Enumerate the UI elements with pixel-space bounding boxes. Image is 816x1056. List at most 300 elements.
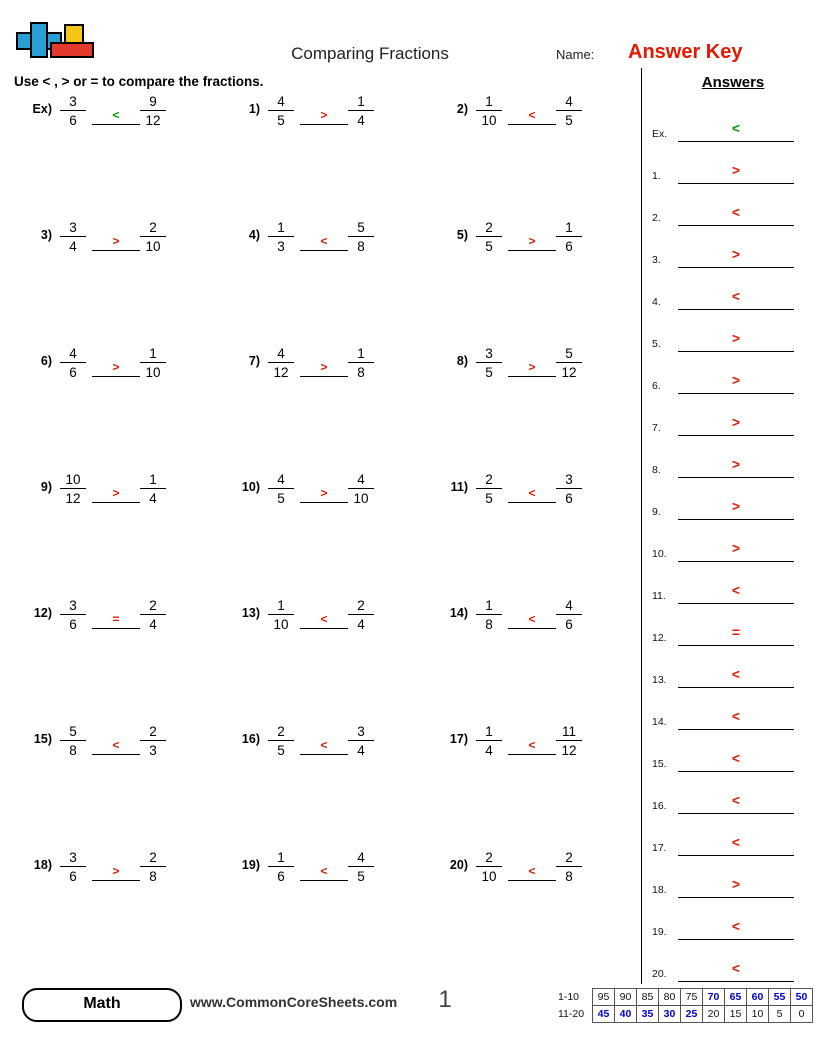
math-blocks-logo-icon bbox=[14, 22, 94, 62]
numerator: 2 bbox=[485, 850, 493, 865]
score-cell: 95 bbox=[593, 989, 615, 1006]
score-cell: 45 bbox=[593, 1006, 615, 1023]
score-cell: 35 bbox=[637, 1006, 659, 1023]
denominator: 8 bbox=[565, 869, 573, 884]
denominator: 5 bbox=[357, 869, 365, 884]
numerator: 2 bbox=[485, 220, 493, 235]
numerator: 1 bbox=[565, 220, 573, 235]
denominator: 6 bbox=[565, 617, 573, 632]
answer-value: > bbox=[731, 246, 741, 262]
fraction-left bbox=[472, 724, 506, 758]
table-row bbox=[556, 989, 813, 1006]
numerator: 4 bbox=[277, 94, 285, 109]
denominator: 3 bbox=[277, 239, 285, 254]
denominator: 5 bbox=[277, 113, 285, 128]
answer-row-ex bbox=[652, 114, 804, 156]
score-cell: 75 bbox=[681, 989, 703, 1006]
numerator: 1 bbox=[485, 598, 493, 613]
denominator: 6 bbox=[69, 113, 77, 128]
problem-number: 2) bbox=[456, 102, 468, 116]
answer-row-17 bbox=[652, 828, 804, 870]
numerator: 1 bbox=[277, 220, 285, 235]
answer-value: < bbox=[731, 960, 741, 976]
answer-row-7 bbox=[652, 408, 804, 450]
answer-blank[interactable] bbox=[508, 502, 556, 503]
answer-value: < bbox=[731, 288, 741, 304]
problem-1 bbox=[218, 92, 428, 210]
answer-label: 11. bbox=[652, 590, 666, 602]
answer-blank-line[interactable] bbox=[678, 603, 794, 604]
denominator: 5 bbox=[485, 239, 493, 254]
answer-blank-line[interactable] bbox=[678, 351, 794, 352]
answer-value: > bbox=[731, 456, 741, 472]
answer-blank[interactable] bbox=[508, 376, 556, 377]
problem-13 bbox=[218, 596, 428, 714]
numerator: 3 bbox=[69, 850, 77, 865]
answer-row-9 bbox=[652, 492, 804, 534]
score-row-label: 1-10 bbox=[558, 991, 580, 1003]
numerator: 4 bbox=[277, 346, 285, 361]
answer-blank[interactable] bbox=[508, 628, 556, 629]
vertical-divider bbox=[641, 68, 642, 984]
denominator: 12 bbox=[65, 491, 81, 506]
answer-label: 3. bbox=[652, 254, 661, 266]
fraction-left bbox=[56, 850, 90, 884]
comparison-answer: > bbox=[112, 864, 120, 878]
problem-number: 8) bbox=[456, 354, 468, 368]
numerator: 1 bbox=[485, 94, 493, 109]
answer-row-19 bbox=[652, 912, 804, 954]
denominator: 12 bbox=[561, 743, 577, 758]
problem-number: 4) bbox=[248, 228, 260, 242]
denominator: 5 bbox=[277, 491, 285, 506]
subject-label: Math bbox=[83, 995, 121, 1012]
fraction-right bbox=[136, 94, 170, 128]
problem-number: 9) bbox=[40, 480, 52, 494]
numerator: 5 bbox=[69, 724, 77, 739]
denominator: 4 bbox=[357, 113, 365, 128]
answer-blank-line[interactable] bbox=[678, 561, 794, 562]
answer-blank-line[interactable] bbox=[678, 309, 794, 310]
problem-number: 19) bbox=[241, 858, 260, 872]
answer-value: < bbox=[731, 120, 741, 136]
answer-blank-line[interactable] bbox=[678, 813, 794, 814]
answer-blank[interactable] bbox=[300, 628, 348, 629]
denominator: 10 bbox=[145, 365, 161, 380]
numerator: 2 bbox=[149, 220, 157, 235]
denominator: 12 bbox=[561, 365, 577, 380]
answer-row-10 bbox=[652, 534, 804, 576]
denominator: 5 bbox=[277, 743, 285, 758]
answer-row-3 bbox=[652, 240, 804, 282]
problem-14 bbox=[426, 596, 636, 714]
answer-blank[interactable] bbox=[508, 250, 556, 251]
fraction-right bbox=[344, 724, 378, 758]
denominator: 6 bbox=[69, 617, 77, 632]
fraction-right bbox=[136, 850, 170, 884]
comparison-answer: < bbox=[528, 738, 536, 752]
answer-label: 2. bbox=[652, 212, 661, 224]
denominator: 5 bbox=[485, 491, 493, 506]
denominator: 10 bbox=[273, 617, 289, 632]
answer-blank[interactable] bbox=[508, 124, 556, 125]
numerator: 2 bbox=[357, 598, 365, 613]
answer-value: < bbox=[731, 666, 741, 682]
fraction-left bbox=[264, 472, 298, 506]
answer-value: < bbox=[731, 834, 741, 850]
numerator: 4 bbox=[357, 850, 365, 865]
fraction-right bbox=[344, 94, 378, 128]
fraction-left bbox=[472, 472, 506, 506]
denominator: 4 bbox=[149, 617, 157, 632]
denominator: 10 bbox=[145, 239, 161, 254]
answer-blank-line[interactable] bbox=[678, 519, 794, 520]
answer-value: > bbox=[731, 162, 741, 178]
fraction-left bbox=[472, 346, 506, 380]
numerator: 1 bbox=[357, 94, 365, 109]
answer-value: > bbox=[731, 414, 741, 430]
denominator: 4 bbox=[357, 617, 365, 632]
numerator: 2 bbox=[149, 598, 157, 613]
problem-9 bbox=[10, 470, 220, 588]
comparison-answer: = bbox=[112, 612, 120, 626]
answer-blank[interactable] bbox=[300, 376, 348, 377]
table-row bbox=[556, 1006, 813, 1023]
score-cell: 30 bbox=[659, 1006, 681, 1023]
denominator: 5 bbox=[565, 113, 573, 128]
answers-heading: Answers bbox=[701, 74, 765, 91]
problem-number: Ex) bbox=[32, 102, 52, 116]
answer-row-11 bbox=[652, 576, 804, 618]
comparison-answer: > bbox=[112, 486, 120, 500]
numerator: 5 bbox=[565, 346, 573, 361]
denominator: 12 bbox=[145, 113, 161, 128]
score-cell: 15 bbox=[725, 1006, 747, 1023]
answer-row-1 bbox=[652, 156, 804, 198]
answer-blank[interactable] bbox=[300, 250, 348, 251]
denominator: 3 bbox=[149, 743, 157, 758]
answer-blank-line[interactable] bbox=[678, 225, 794, 226]
denominator: 8 bbox=[69, 743, 77, 758]
fraction-left bbox=[264, 598, 298, 632]
problem-number: 5) bbox=[456, 228, 468, 242]
fraction-left bbox=[264, 94, 298, 128]
problem-18 bbox=[10, 848, 220, 966]
numerator: 3 bbox=[357, 724, 365, 739]
answer-blank[interactable] bbox=[92, 628, 140, 629]
answer-label: 20. bbox=[652, 968, 667, 980]
answer-label: 13. bbox=[652, 674, 667, 686]
comparison-answer: > bbox=[112, 360, 120, 374]
answer-blank-line[interactable] bbox=[678, 687, 794, 688]
answer-value: > bbox=[731, 330, 741, 346]
comparison-answer: < bbox=[320, 234, 328, 248]
denominator: 4 bbox=[69, 239, 77, 254]
score-cell: 70 bbox=[703, 989, 725, 1006]
denominator: 10 bbox=[481, 113, 497, 128]
denominator: 6 bbox=[277, 869, 285, 884]
score-cell: 65 bbox=[725, 989, 747, 1006]
problem-number: 11) bbox=[450, 480, 468, 494]
page-title: Comparing Fractions bbox=[291, 44, 449, 63]
fraction-right bbox=[136, 724, 170, 758]
fraction-left bbox=[472, 850, 506, 884]
answer-blank-line[interactable] bbox=[678, 141, 794, 142]
site-url: www.CommonCoreSheets.com bbox=[190, 994, 398, 1010]
numerator: 3 bbox=[69, 220, 77, 235]
score-cell: 80 bbox=[659, 989, 681, 1006]
fraction-right bbox=[344, 598, 378, 632]
numerator: 1 bbox=[149, 472, 157, 487]
comparison-answer: < bbox=[528, 864, 536, 878]
denominator: 8 bbox=[485, 617, 493, 632]
denominator: 10 bbox=[353, 491, 369, 506]
numerator: 3 bbox=[485, 346, 493, 361]
fraction-right bbox=[552, 94, 586, 128]
answer-blank-line[interactable] bbox=[678, 267, 794, 268]
score-row-label: 11-20 bbox=[558, 1008, 585, 1020]
answer-row-12 bbox=[652, 618, 804, 660]
comparison-answer: < bbox=[528, 108, 536, 122]
fraction-left bbox=[56, 598, 90, 632]
answer-row-6 bbox=[652, 366, 804, 408]
answer-value: > bbox=[731, 498, 741, 514]
answer-label: 8. bbox=[652, 464, 661, 476]
answer-blank[interactable] bbox=[508, 880, 556, 881]
comparison-answer: > bbox=[528, 360, 536, 374]
numerator: 1 bbox=[485, 724, 493, 739]
fraction-left bbox=[472, 598, 506, 632]
numerator: 1 bbox=[149, 346, 157, 361]
numerator: 2 bbox=[277, 724, 285, 739]
numerator: 3 bbox=[565, 472, 573, 487]
fraction-right bbox=[552, 346, 586, 380]
problem-11 bbox=[426, 470, 636, 588]
answer-blank-line[interactable] bbox=[678, 645, 794, 646]
fraction-left bbox=[264, 220, 298, 254]
answer-value: > bbox=[731, 372, 741, 388]
answer-blank[interactable] bbox=[92, 376, 140, 377]
denominator: 12 bbox=[273, 365, 289, 380]
answer-blank[interactable] bbox=[92, 124, 140, 125]
fraction-right bbox=[552, 472, 586, 506]
problem-number: 16) bbox=[241, 732, 260, 746]
problem-2 bbox=[426, 92, 636, 210]
score-cell: 25 bbox=[681, 1006, 703, 1023]
problem-number: 1) bbox=[248, 102, 260, 116]
problem-number: 18) bbox=[33, 858, 52, 872]
fraction-right bbox=[552, 724, 586, 758]
numerator: 4 bbox=[277, 472, 285, 487]
numerator: 5 bbox=[357, 220, 365, 235]
answer-row-14 bbox=[652, 702, 804, 744]
numerator: 4 bbox=[357, 472, 365, 487]
fraction-right bbox=[552, 598, 586, 632]
numerator: 9 bbox=[149, 94, 157, 109]
problem-7 bbox=[218, 344, 428, 462]
comparison-answer: < bbox=[528, 486, 536, 500]
fraction-left bbox=[264, 724, 298, 758]
answer-label: 7. bbox=[652, 422, 661, 434]
problem-number: 7) bbox=[248, 354, 260, 368]
numerator: 3 bbox=[69, 94, 77, 109]
page-number: 1 bbox=[438, 986, 452, 1013]
score-cell: 5 bbox=[769, 1006, 791, 1023]
comparison-answer: > bbox=[112, 234, 120, 248]
answer-blank-line[interactable] bbox=[678, 477, 794, 478]
answer-label: 4. bbox=[652, 296, 661, 308]
numerator: 2 bbox=[485, 472, 493, 487]
answer-label: 5. bbox=[652, 338, 661, 350]
numerator: 1 bbox=[357, 346, 365, 361]
comparison-answer: > bbox=[320, 486, 328, 500]
denominator: 8 bbox=[149, 869, 157, 884]
problem-15 bbox=[10, 722, 220, 840]
problem-number: 6) bbox=[40, 354, 52, 368]
problems-grid bbox=[10, 92, 640, 972]
denominator: 10 bbox=[481, 869, 497, 884]
denominator: 6 bbox=[69, 365, 77, 380]
answer-label: 9. bbox=[652, 506, 661, 518]
answer-value: > bbox=[731, 540, 741, 556]
fraction-right bbox=[344, 472, 378, 506]
score-table bbox=[556, 988, 813, 1023]
problem-ex bbox=[10, 92, 220, 210]
numerator: 4 bbox=[565, 598, 573, 613]
score-cell: 40 bbox=[615, 1006, 637, 1023]
numerator: 2 bbox=[565, 850, 573, 865]
answer-value: < bbox=[731, 204, 741, 220]
answer-blank-line[interactable] bbox=[678, 939, 794, 940]
score-cell: 55 bbox=[769, 989, 791, 1006]
fraction-right bbox=[136, 220, 170, 254]
answer-label: 14. bbox=[652, 716, 667, 728]
problem-5 bbox=[426, 218, 636, 336]
numerator: 2 bbox=[149, 850, 157, 865]
answer-label: Ex. bbox=[652, 128, 668, 140]
problem-10 bbox=[218, 470, 428, 588]
problem-4 bbox=[218, 218, 428, 336]
answer-value: > bbox=[731, 876, 741, 892]
answer-blank-line[interactable] bbox=[678, 981, 794, 982]
denominator: 4 bbox=[149, 491, 157, 506]
denominator: 8 bbox=[357, 239, 365, 254]
answer-blank[interactable] bbox=[92, 502, 140, 503]
denominator: 6 bbox=[565, 239, 573, 254]
problem-20 bbox=[426, 848, 636, 966]
numerator: 11 bbox=[561, 724, 576, 739]
numerator: 1 bbox=[277, 850, 285, 865]
numerator: 10 bbox=[65, 472, 81, 487]
score-cell: 50 bbox=[791, 989, 813, 1006]
fraction-left bbox=[56, 724, 90, 758]
answer-blank-line[interactable] bbox=[678, 435, 794, 436]
answer-blank[interactable] bbox=[300, 754, 348, 755]
answer-blank-line[interactable] bbox=[678, 771, 794, 772]
answer-label: 17. bbox=[652, 842, 667, 854]
fraction-right bbox=[552, 220, 586, 254]
comparison-answer: < bbox=[112, 108, 120, 122]
answer-row-16 bbox=[652, 786, 804, 828]
comparison-answer: < bbox=[112, 738, 120, 752]
fraction-right bbox=[344, 850, 378, 884]
fraction-right bbox=[344, 346, 378, 380]
comparison-answer: < bbox=[320, 738, 328, 752]
score-cell: 0 bbox=[791, 1006, 813, 1023]
problem-number: 15) bbox=[33, 732, 52, 746]
problem-8 bbox=[426, 344, 636, 462]
score-cell: 60 bbox=[747, 989, 769, 1006]
answer-blank-line[interactable] bbox=[678, 897, 794, 898]
fraction-left bbox=[264, 850, 298, 884]
answer-blank-line[interactable] bbox=[678, 729, 794, 730]
page-footer bbox=[0, 988, 816, 1056]
answer-label: 18. bbox=[652, 884, 667, 896]
denominator: 6 bbox=[565, 491, 573, 506]
answer-blank[interactable] bbox=[92, 754, 140, 755]
answer-value: < bbox=[731, 582, 741, 598]
fraction-left bbox=[56, 472, 90, 506]
answer-blank[interactable] bbox=[300, 124, 348, 125]
comparison-answer: < bbox=[320, 864, 328, 878]
problem-number: 20) bbox=[449, 858, 468, 872]
problem-16 bbox=[218, 722, 428, 840]
answer-label: 6. bbox=[652, 380, 661, 392]
denominator: 4 bbox=[357, 743, 365, 758]
answer-label: 12. bbox=[652, 632, 667, 644]
answer-blank-line[interactable] bbox=[678, 393, 794, 394]
subject-badge bbox=[22, 988, 182, 1022]
answer-row-5 bbox=[652, 324, 804, 366]
answer-blank[interactable] bbox=[92, 880, 140, 881]
answer-label: 16. bbox=[652, 800, 667, 812]
answer-blank[interactable] bbox=[92, 250, 140, 251]
answer-row-8 bbox=[652, 450, 804, 492]
denominator: 5 bbox=[485, 365, 493, 380]
score-cell: 10 bbox=[747, 1006, 769, 1023]
numerator: 2 bbox=[149, 724, 157, 739]
score-cell: 90 bbox=[615, 989, 637, 1006]
answer-blank[interactable] bbox=[300, 502, 348, 503]
numerator: 4 bbox=[565, 94, 573, 109]
name-label: Name: bbox=[556, 47, 595, 62]
problem-number: 17) bbox=[449, 732, 468, 746]
answer-blank[interactable] bbox=[508, 754, 556, 755]
answer-row-15 bbox=[652, 744, 804, 786]
answer-row-13 bbox=[652, 660, 804, 702]
fraction-left bbox=[264, 346, 298, 380]
problem-19 bbox=[218, 848, 428, 966]
fraction-right bbox=[136, 598, 170, 632]
answer-row-2 bbox=[652, 198, 804, 240]
problem-number: 14) bbox=[449, 606, 468, 620]
answer-value: < bbox=[731, 750, 741, 766]
fraction-right bbox=[552, 850, 586, 884]
score-cell: 20 bbox=[703, 1006, 725, 1023]
answer-value: < bbox=[731, 918, 741, 934]
page-header bbox=[0, 0, 816, 68]
answer-label: 1. bbox=[652, 170, 661, 182]
problem-number: 13) bbox=[241, 606, 260, 620]
answer-blank-line[interactable] bbox=[678, 855, 794, 856]
answer-blank[interactable] bbox=[300, 880, 348, 881]
answer-row-18 bbox=[652, 870, 804, 912]
problem-number: 3) bbox=[40, 228, 52, 242]
problem-17 bbox=[426, 722, 636, 840]
answer-value: < bbox=[731, 792, 741, 808]
answer-blank-line[interactable] bbox=[678, 183, 794, 184]
problem-12 bbox=[10, 596, 220, 714]
